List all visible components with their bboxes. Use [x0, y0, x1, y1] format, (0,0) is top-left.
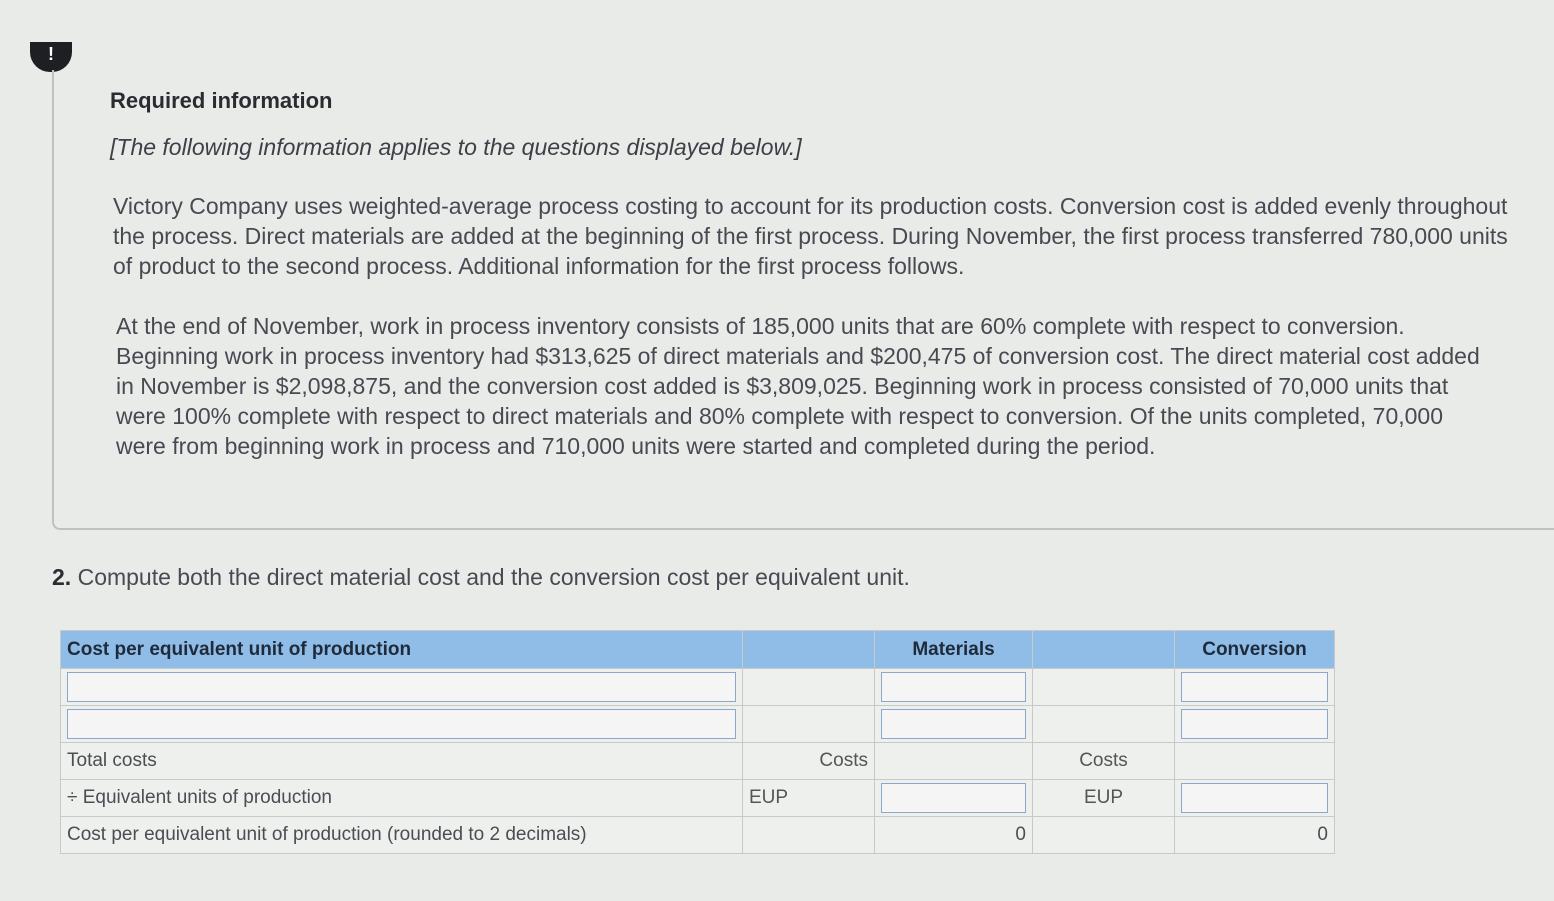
materials-eup-label: EUP	[743, 780, 875, 817]
materials-costs-label: Costs	[743, 743, 875, 780]
question-prompt	[52, 564, 910, 591]
required-info-subtitle: [The following information applies to the questions displayed below.]	[110, 134, 802, 160]
materials-cpe-value: 0	[875, 817, 1033, 854]
table-row	[61, 743, 1335, 780]
table-row	[61, 669, 1335, 706]
conversion-eup-label: EUP	[1033, 780, 1175, 817]
conversion-column-header: Conversion	[1175, 631, 1335, 669]
problem-paragraph-2: At the end of November, work in process inventory consists of 185,000 units that are 60% complete with respect to conversion. Beginning work in process inventory had $313,625 of direct materials and $200,475 of conversion cost. The direct material cost added in November is $2,098,875, and the conversion cost added is $3,809,025. Beginning work in process consisted of 70,000 units that were 100% complete with respect to direct materials and 80% complete with respect to conversion. Of the units completed, 70,000 were from beginning work in process and 710,000 units were started and completed during the period.	[116, 313, 1480, 459]
required-info-title: Required information	[110, 88, 333, 113]
table-row	[61, 780, 1335, 817]
conversion-cpe-value: 0	[1175, 817, 1335, 854]
label-input-row-2[interactable]	[67, 709, 736, 739]
table-header-label: Cost per equivalent unit of production	[61, 631, 743, 669]
materials-input-row-1[interactable]	[881, 672, 1026, 702]
table-row	[61, 817, 1335, 854]
conversion-input-row-2[interactable]	[1181, 709, 1328, 739]
table-header-row	[61, 631, 1335, 669]
cost-per-eup-table	[60, 630, 1335, 854]
problem-paragraph-1: Victory Company uses weighted-average process costing to account for its production costs. Conversion cost is added evenly throughout the process. Direct materials are added at the beginning of the first process. During November, the first process transferred 780,000 units of product to the second process. Additional information for the first process follows.	[113, 193, 1508, 279]
conversion-eup-input[interactable]	[1181, 783, 1328, 813]
conversion-input-row-1[interactable]	[1181, 672, 1328, 702]
materials-eup-input[interactable]	[881, 783, 1026, 813]
conversion-costs-label: Costs	[1033, 743, 1175, 780]
eup-row-label: ÷ Equivalent units of production	[61, 780, 743, 817]
cpe-row-label: Cost per equivalent unit of production (rounded to 2 decimals)	[61, 817, 743, 854]
question-text: Compute both the direct material cost and the conversion cost per equivalent unit.	[77, 564, 910, 590]
total-costs-label: Total costs	[61, 743, 743, 780]
materials-column-header: Materials	[875, 631, 1033, 669]
table-row	[61, 706, 1335, 743]
label-input-row-1[interactable]	[67, 672, 736, 702]
exclamation-icon: !	[30, 42, 72, 72]
materials-input-row-2[interactable]	[881, 709, 1026, 739]
question-number: 2.	[52, 564, 72, 590]
